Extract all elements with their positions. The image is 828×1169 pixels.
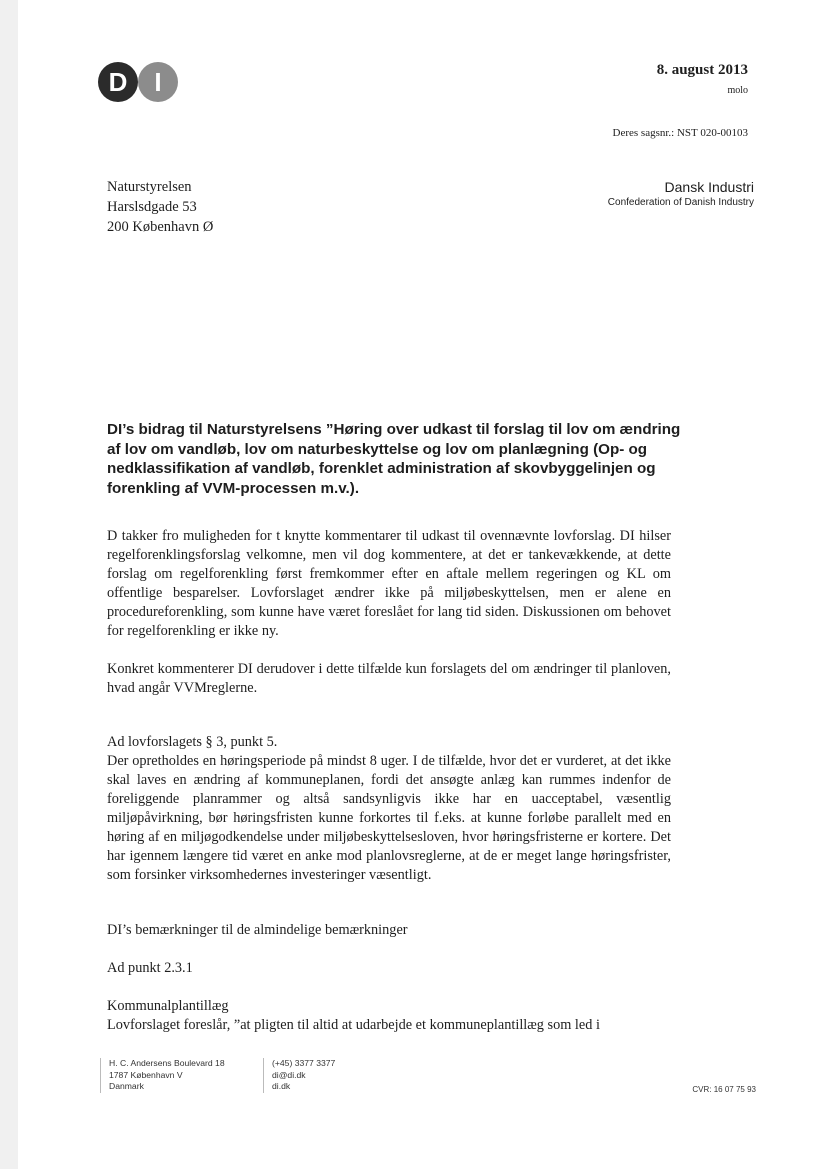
scan-edge xyxy=(0,0,18,1169)
sender-block xyxy=(608,178,754,210)
footer-address-line: 1787 København V xyxy=(109,1069,183,1080)
recipient-line: 200 København Ø xyxy=(107,219,214,235)
letter-date: 8. august 2013 xyxy=(656,62,748,78)
footer-address-line: H. C. Andersens Boulevard 18 xyxy=(109,1058,225,1068)
section-reference: Ad lovforslagets § 3, punkt 5. xyxy=(107,734,278,750)
logo-circle-i: I xyxy=(138,62,178,102)
sender-subtitle: Confederation of Danish Industry xyxy=(607,197,754,208)
author-initials: molo xyxy=(727,85,748,96)
point-reference: Ad punkt 2.3.1 xyxy=(107,960,193,976)
letter-headline: DI’s bidrag til Naturstyrelsens ”Høring over udkast til forslag til lov om ændring af lov om vandløb, lov om naturbeskyttelse og lov om planlægning (Op- og nedklassifikation af vandløb, forenklet administration af skovbyggelinjen og forenkling af VVM-processen m.v.). xyxy=(107,421,681,497)
footer-contact xyxy=(263,1058,382,1093)
sender-name: Dansk Industri xyxy=(664,179,754,195)
scope-paragraph: Konkret kommenterer DI derudover i dette tilfælde kun forslagets del om ændringer til planloven, hvad angår VVMreglerne. xyxy=(107,661,671,696)
footer-cvr: CVR: 16 07 75 93 xyxy=(692,1085,756,1094)
recipient-line: Harslsdgade 53 xyxy=(107,199,197,215)
footer-website: di.dk xyxy=(272,1081,291,1091)
letter-body xyxy=(107,527,671,1035)
footer-address xyxy=(100,1058,259,1093)
general-remarks-heading: DI’s bemærkninger til de almindelige bemærkninger xyxy=(107,922,408,938)
recipient-address xyxy=(107,177,213,237)
case-reference: Deres sagsnr.: NST 020-00103 xyxy=(612,127,748,139)
footer-phone: (+45) 3377 3377 xyxy=(272,1058,336,1068)
footer-address-line: Danmark xyxy=(109,1081,144,1091)
recipient-line: Naturstyrelsen xyxy=(107,179,192,195)
di-logo xyxy=(98,62,180,104)
logo-circle-d: D xyxy=(98,62,138,102)
sub-heading: Kommunalplantillæg xyxy=(107,998,229,1014)
footer-email: di@di.dk xyxy=(272,1069,306,1080)
last-line: Lovforslaget foreslår, ”at pligten til altid at udarbejde et kommuneplantillæg som led i xyxy=(107,1017,600,1033)
intro-paragraph: D takker fro muligheden for t knytte kommentarer til udkast til ovennævnte lovforslag. DI hilser regelforenklingsforslag velkomne, men vil dog kommentere, at det er tankevækkende, at dette forslag om regelforenkling først fremkommer efter en aftale mellem regeringen og KL om offentlige besparelser. Lovforslaget ændrer ikke på miljøbeskyttelsen, men er alene en procedureforenkling, som kunne have været foreslået for lang tid siden. Diskussionen om behovet for regelforenkling er ikke ny. xyxy=(107,528,671,639)
section-paragraph: Der opretholdes en høringsperiode på mindst 8 uger. I de tilfælde, hvor det er vurderet, at det ikke skal laves en ændring af kommuneplanen, fordi det ansøgte anlæg kan rummes indenfor de foreliggende planrammer og altså sandsynligvis ikke har en uacceptabel, væsentlig miljøpåvirkning, bør høringsfristen kunne forkortes til f.eks. at kunne forløbe parallelt med en høring af en miljøgodkendelse under miljøbeskyttelsesloven, hvor høringsfristerne er kortere. Det har igennem længere tid været en anke mod planlovsreglerne, at de er meget lange høringsfrister, som forsinker virksomhedernes investeringer væsentligt. xyxy=(107,753,671,883)
